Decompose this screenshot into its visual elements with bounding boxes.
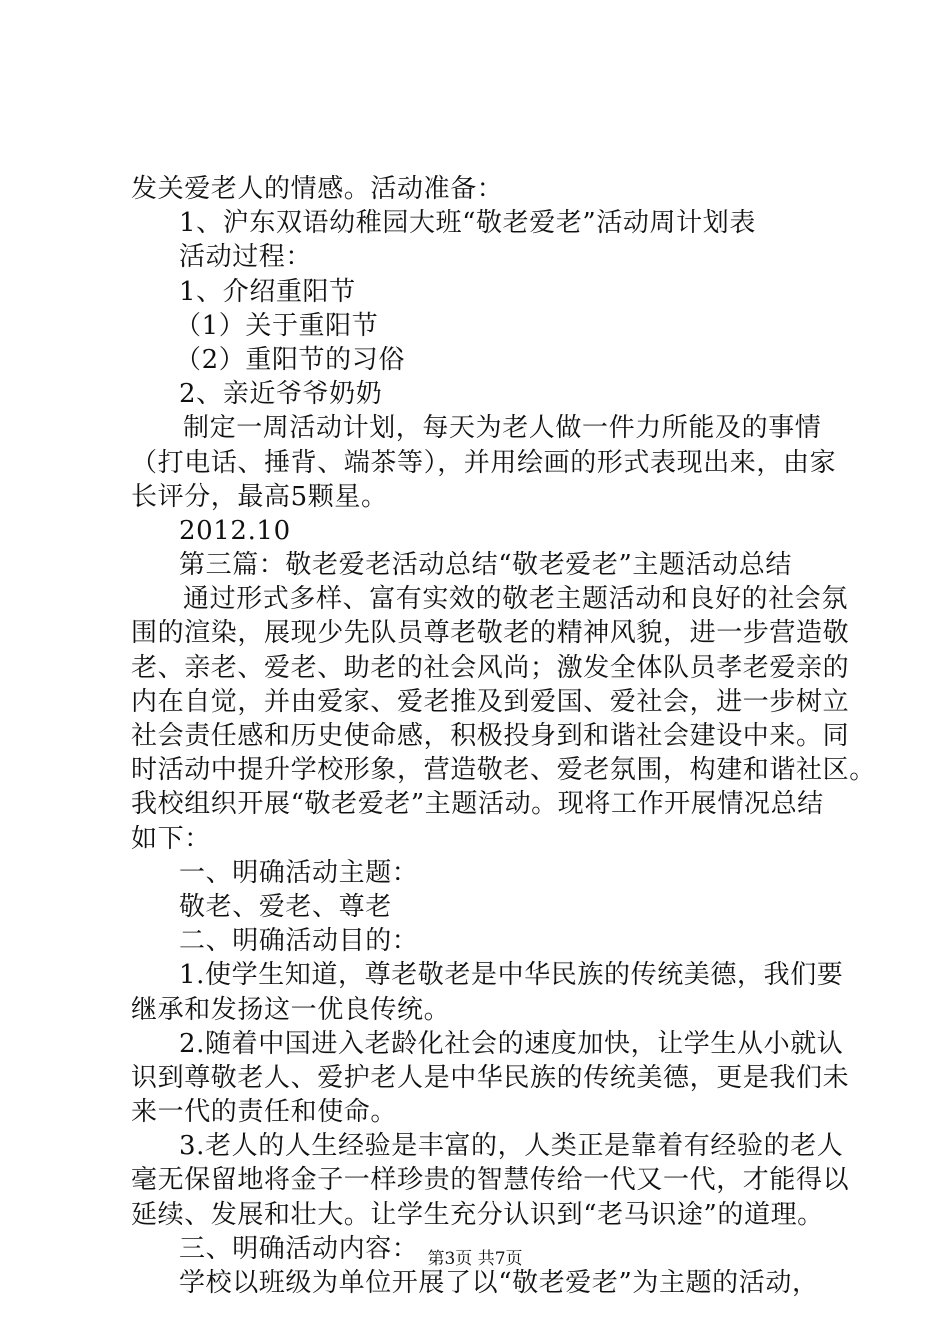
- text-line: 1.使学生知道，尊老敬老是中华民族的传统美德，我们要: [179, 960, 844, 991]
- text-line: 二、明确活动目的：: [179, 926, 419, 957]
- text-line: 敬老、爱老、尊老: [179, 891, 392, 922]
- text-line: 3.老人的人生经验是丰富的，人类正是靠着有经验的老人: [179, 1131, 844, 1162]
- text-line: 2、亲近爷爷奶奶: [179, 379, 383, 410]
- text-line: （2）重阳节的习俗: [175, 344, 405, 375]
- body-text: [131, 172, 876, 1300]
- text-line: 三、明确活动内容：: [179, 1233, 419, 1264]
- text-line: 来一代的责任和使命。: [131, 1097, 398, 1128]
- text-line: 继承和发扬这一优良传统。: [131, 994, 451, 1025]
- text-line: 2.随着中国进入老龄化社会的速度加快，让学生从小就认: [179, 1028, 844, 1059]
- text-line: 如下：: [131, 823, 211, 854]
- text-line: 2012.10: [179, 515, 291, 546]
- text-line: 1、沪东双语幼稚园大班“敬老爱老”活动周计划表: [179, 208, 756, 239]
- text-line: 时活动中提升学校形象，营造敬老、爱老氛围，构建和谐社区。: [131, 755, 876, 786]
- text-line: 长评分，最高5颗星。: [131, 481, 388, 512]
- text-line: 毫无保留地将金子一样珍贵的智慧传给一代又一代，才能得以: [131, 1165, 850, 1196]
- text-line: 识到尊敬老人、爱护老人是中华民族的传统美德，更是我们未: [131, 1062, 850, 1093]
- text-line: 社会责任感和历史使命感，积极投身到和谐社会建设中来。同: [131, 721, 850, 751]
- page-footer: 第3页 共7页: [427, 1249, 523, 1269]
- text-line: 1、介绍重阳节: [179, 276, 356, 307]
- text-line: 我校组织开展“敬老爱老”主题活动。现将工作开展情况总结: [131, 789, 824, 820]
- text-line: 内在自觉，并由爱家、爱老推及到爱国、爱社会，进一步树立: [131, 686, 850, 717]
- text-line: 围的渲染，展现少先队员尊老敬老的精神风貌，进一步营造敬: [131, 618, 850, 649]
- text-line: 活动过程：: [179, 242, 313, 273]
- text-line: 制定一周活动计划，每天为老人做一件力所能及的事情: [183, 413, 822, 444]
- text-line: 发关爱老人的情感。活动准备：: [131, 174, 504, 204]
- text-line: （打电话、捶背、端茶等），并用绘画的形式表现出来，由家: [131, 447, 837, 478]
- text-line: （1）关于重阳节: [175, 310, 379, 341]
- text-line: 第三篇：敬老爱老活动总结“敬老爱老”主题活动总结: [179, 550, 792, 581]
- text-line: 一、明确活动主题：: [179, 857, 419, 888]
- text-line: 学校以班级为单位开展了以“敬老爱老”为主题的活动，: [179, 1268, 819, 1298]
- text-line: 老、亲老、爱老、助老的社会风尚；激发全体队员孝老爱亲的: [131, 652, 850, 683]
- text-line: 通过形式多样、富有实效的敬老主题活动和良好的社会氛: [183, 584, 849, 615]
- text-line: 延续、发展和壮大。让学生充分认识到“老马识途”的道理。: [131, 1199, 824, 1230]
